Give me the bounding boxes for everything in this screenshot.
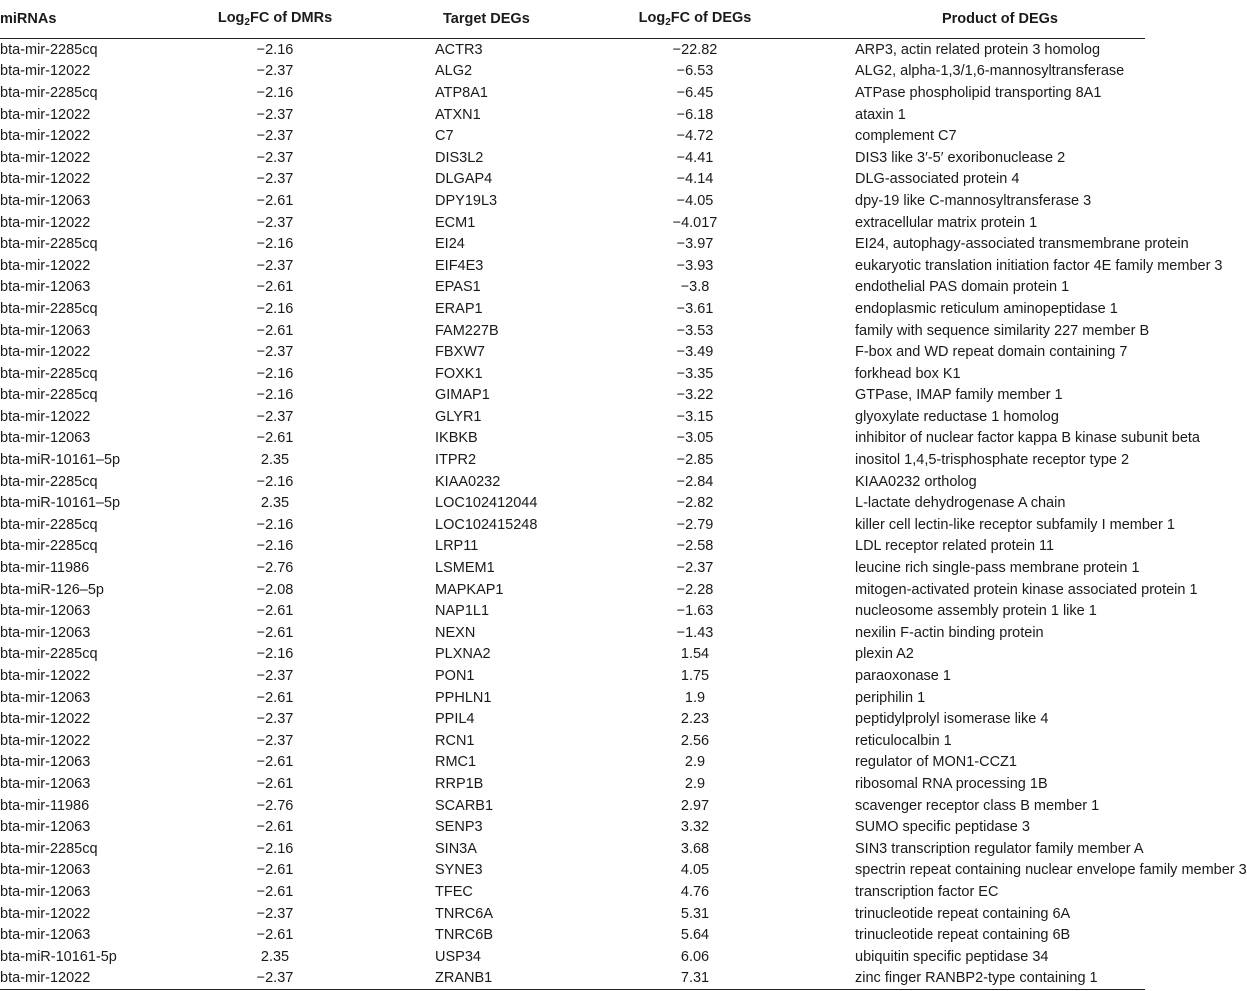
- table-row: [0, 579, 1145, 601]
- cell-log2fc-dmr: −2.37: [256, 408, 294, 425]
- cell-log2fc-dmr: −2.16: [256, 473, 294, 490]
- table-row: [0, 428, 1145, 450]
- cell-log2fc-deg: −2.28: [676, 581, 714, 598]
- cell-target-deg: ATP8A1: [435, 84, 488, 101]
- cell-target-deg: TNRC6A: [435, 905, 494, 922]
- table-row: [0, 147, 1145, 169]
- table-row: [0, 61, 1145, 83]
- cell-mirna: bta-mir-2285cq: [0, 84, 98, 101]
- cell-mirna: bta-mir-12063: [0, 689, 91, 706]
- table-row: [0, 255, 1145, 277]
- cell-mirna: bta-mir-12022: [0, 257, 91, 274]
- cell-mirna: bta-mir-12022: [0, 732, 91, 749]
- cell-target-deg: GIMAP1: [435, 387, 490, 404]
- cell-log2fc-deg: −3.8: [680, 279, 710, 296]
- cell-log2fc-dmr: −2.61: [256, 927, 294, 944]
- cell-target-deg: GLYR1: [435, 408, 482, 425]
- cell-target-deg: FAM227B: [435, 322, 499, 339]
- cell-product: scavenger receptor class B member 1: [855, 797, 1100, 814]
- table-row: [0, 924, 1145, 946]
- cell-log2fc-deg: 3.32: [680, 819, 710, 836]
- cell-product: ribosomal RNA processing 1B: [855, 775, 1048, 792]
- cell-log2fc-deg: 5.64: [680, 927, 710, 944]
- cell-log2fc-deg: −2.58: [676, 538, 714, 555]
- cell-mirna: bta-mir-2285cq: [0, 473, 98, 490]
- header-product-degs: Product of DEGs: [855, 0, 1145, 39]
- cell-product: zinc finger RANBP2-type containing 1: [855, 968, 1145, 990]
- cell-product: nexilin F-actin binding protein: [855, 624, 1044, 641]
- cell-target-deg: EPAS1: [435, 279, 481, 296]
- cell-product: complement C7: [855, 128, 957, 145]
- cell-target-deg: RCN1: [435, 732, 475, 749]
- cell-log2fc-deg: 1.54: [680, 646, 710, 663]
- cell-log2fc-dmr: −2.76: [256, 797, 294, 814]
- cell-mirna: bta-mir-12022: [0, 128, 91, 145]
- cell-log2fc-deg: 2.97: [680, 797, 710, 814]
- cell-log2fc-deg: −2.79: [676, 516, 714, 533]
- table-row: [0, 492, 1145, 514]
- cell-product: ATPase phospholipid transporting 8A1: [855, 84, 1102, 101]
- cell-mirna: bta-mir-2285cq: [0, 365, 98, 382]
- cell-target-deg: TNRC6B: [435, 927, 494, 944]
- cell-target-deg: IKBKB: [435, 430, 478, 447]
- cell-product: spectrin repeat containing nuclear envelope family member 3: [855, 862, 1247, 879]
- table-row: [0, 169, 1145, 191]
- cell-log2fc-dmr: −2.16: [256, 840, 294, 857]
- cell-log2fc-deg: −2.85: [676, 452, 714, 469]
- cell-product: endoplasmic reticulum aminopeptidase 1: [855, 300, 1118, 317]
- cell-target-deg: ECM1: [435, 214, 476, 231]
- cell-log2fc-dmr: −2.37: [256, 149, 294, 166]
- table-row: [0, 816, 1145, 838]
- table-row: [0, 514, 1145, 536]
- header-log2fc-dmrs: Log$_2$FC of DMRs: [175, 0, 435, 39]
- cell-target-deg: KIAA0232: [435, 473, 501, 490]
- cell-mirna: bta-mir-12063: [0, 322, 91, 339]
- cell-mirna: bta-mir-12022: [0, 171, 91, 188]
- table-row: [0, 860, 1145, 882]
- cell-target-deg: USP34: [435, 948, 481, 965]
- cell-mirna: bta-mir-12063: [0, 279, 91, 296]
- table-row: [0, 341, 1145, 363]
- cell-log2fc-dmr: −2.37: [256, 344, 294, 361]
- cell-mirna: bta-miR-10161-5p: [0, 948, 117, 965]
- cell-product: inositol 1,4,5-trisphosphate receptor type 2: [855, 452, 1130, 469]
- cell-product: dpy-19 like C-mannosyltransferase 3: [855, 192, 1092, 209]
- cell-mirna: bta-mir-2285cq: [0, 236, 98, 253]
- cell-log2fc-deg: −4.017: [672, 214, 718, 231]
- table-row: [0, 773, 1145, 795]
- cell-log2fc-deg: 2.23: [680, 711, 710, 728]
- cell-target-deg: PON1: [435, 668, 475, 685]
- cell-log2fc-deg: −4.41: [676, 149, 714, 166]
- cell-mirna: bta-mir-2285cq: [0, 387, 98, 404]
- cell-product: forkhead box K1: [855, 365, 961, 382]
- cell-mirna: bta-mir-2285cq: [0, 840, 98, 857]
- cell-mirna: bta-mir-12022: [0, 149, 91, 166]
- cell-log2fc-deg: 1.9: [684, 689, 706, 706]
- cell-log2fc-deg: −2.84: [676, 473, 714, 490]
- cell-mirna: bta-mir-11986: [0, 560, 90, 577]
- cell-log2fc-deg: −3.15: [676, 408, 714, 425]
- cell-log2fc-deg: 3.68: [680, 840, 710, 857]
- table-row: [0, 104, 1145, 126]
- cell-mirna: bta-mir-12022: [0, 344, 91, 361]
- table-row: [0, 471, 1145, 493]
- cell-mirna: bta-mir-12063: [0, 819, 91, 836]
- cell-mirna: bta-mir-11986: [0, 797, 90, 814]
- table-row: [0, 363, 1145, 385]
- cell-mirna: bta-mir-2285cq: [0, 516, 98, 533]
- header-log2fc-degs: Log$_2$FC of DEGs: [595, 0, 855, 39]
- cell-log2fc-dmr: −2.37: [175, 968, 435, 990]
- cell-target-deg: PLXNA2: [435, 646, 491, 663]
- cell-target-deg: MAPKAP1: [435, 581, 504, 598]
- cell-mirna: bta-mir-12063: [0, 624, 91, 641]
- cell-target-deg: ALG2: [435, 63, 473, 80]
- cell-mirna: bta-mir-12063: [0, 927, 91, 944]
- cell-log2fc-dmr: −2.61: [256, 754, 294, 771]
- table-row: [0, 752, 1145, 774]
- cell-product: F-box and WD repeat domain containing 7: [855, 344, 1128, 361]
- cell-product: reticulocalbin 1: [855, 732, 952, 749]
- table-row: [0, 795, 1145, 817]
- cell-log2fc-deg: 4.76: [680, 883, 710, 900]
- cell-product: inhibitor of nuclear factor kappa B kinase subunit beta: [855, 430, 1200, 447]
- cell-log2fc-dmr: −2.61: [256, 192, 294, 209]
- cell-log2fc-dmr: −2.37: [256, 905, 294, 922]
- cell-mirna: bta-mir-2285cq: [0, 41, 98, 58]
- cell-log2fc-dmr: −2.37: [256, 106, 294, 123]
- cell-log2fc-dmr: −2.37: [256, 214, 294, 231]
- table-row: [0, 968, 1145, 990]
- cell-log2fc-dmr: −2.16: [256, 300, 294, 317]
- cell-product: regulator of MON1-CCZ1: [855, 754, 1017, 771]
- cell-mirna: bta-mir-12063: [0, 603, 91, 620]
- cell-log2fc-dmr: −2.61: [256, 883, 294, 900]
- cell-target-deg: PPIL4: [435, 711, 475, 728]
- cell-log2fc-deg: −3.35: [676, 365, 714, 382]
- table-row: [0, 125, 1145, 147]
- table-row: [0, 298, 1145, 320]
- cell-product: trinucleotide repeat containing 6B: [855, 927, 1071, 944]
- cell-product: plexin A2: [855, 646, 914, 663]
- cell-log2fc-dmr: −2.37: [256, 128, 294, 145]
- table-header-row: [0, 0, 1145, 39]
- cell-log2fc-dmr: −2.37: [256, 171, 294, 188]
- cell-log2fc-deg: −3.53: [676, 322, 714, 339]
- table-row: [0, 190, 1145, 212]
- cell-log2fc-deg: −3.49: [676, 344, 714, 361]
- cell-log2fc-dmr: −2.61: [256, 689, 294, 706]
- cell-log2fc-dmr: −2.16: [256, 646, 294, 663]
- cell-log2fc-dmr: −2.16: [256, 365, 294, 382]
- cell-product: DLG-associated protein 4: [855, 171, 1020, 188]
- cell-product: KIAA0232 ortholog: [855, 473, 977, 490]
- cell-target-deg: LOC102412044: [435, 495, 538, 512]
- cell-log2fc-dmr: −2.61: [256, 819, 294, 836]
- cell-mirna: bta-mir-12063: [0, 430, 91, 447]
- cell-log2fc-deg: −3.93: [676, 257, 714, 274]
- table-row: [0, 82, 1145, 104]
- cell-mirna: bta-mir-2285cq: [0, 646, 98, 663]
- cell-log2fc-dmr: −2.16: [256, 516, 294, 533]
- cell-log2fc-dmr: −2.61: [256, 430, 294, 447]
- cell-mirna: bta-mir-12022: [0, 408, 91, 425]
- cell-log2fc-dmr: −2.37: [256, 711, 294, 728]
- cell-log2fc-deg: −3.05: [676, 430, 714, 447]
- cell-target-deg: LSMEM1: [435, 560, 495, 577]
- cell-product: periphilin 1: [855, 689, 926, 706]
- cell-log2fc-deg: 2.9: [684, 775, 706, 792]
- cell-product: EI24, autophagy-associated transmembrane protein: [855, 236, 1189, 253]
- cell-mirna: bta-mir-2285cq: [0, 538, 98, 555]
- cell-target-deg: NEXN: [435, 624, 476, 641]
- cell-target-deg: DLGAP4: [435, 171, 493, 188]
- cell-mirna: bta-miR-10161–5p: [0, 495, 121, 512]
- cell-product: ALG2, alpha-1,3/1,6-mannosyltransferase: [855, 63, 1125, 80]
- cell-mirna: bta-mir-12022: [0, 63, 91, 80]
- cell-product: DIS3 like 3′-5′ exoribonuclease 2: [855, 149, 1066, 166]
- cell-log2fc-dmr: −2.37: [256, 63, 294, 80]
- table-body: [0, 39, 1247, 990]
- cell-mirna: bta-mir-12022: [0, 711, 91, 728]
- cell-log2fc-deg: −4.72: [676, 128, 714, 145]
- cell-mirna: bta-mir-12022: [0, 214, 91, 231]
- cell-mirna: bta-mir-12063: [0, 192, 91, 209]
- cell-log2fc-dmr: −2.16: [256, 236, 294, 253]
- table-row: [0, 233, 1145, 255]
- cell-target-deg: ITPR2: [435, 452, 477, 469]
- cell-target-deg: DIS3L2: [435, 149, 484, 166]
- cell-mirna: bta-mir-12022: [0, 668, 91, 685]
- cell-log2fc-deg: −2.37: [676, 560, 714, 577]
- cell-log2fc-dmr: −2.61: [256, 279, 294, 296]
- cell-log2fc-deg: 6.06: [680, 948, 710, 965]
- header-mirnas: miRNAs: [0, 0, 175, 39]
- cell-target-deg: SCARB1: [435, 797, 494, 814]
- cell-product: ataxin 1: [855, 106, 906, 123]
- cell-product: SUMO specific peptidase 3: [855, 819, 1030, 836]
- header-target-degs: Target DEGs: [435, 0, 595, 39]
- cell-log2fc-dmr: −2.61: [256, 624, 294, 641]
- cell-product: ubiquitin specific peptidase 34: [855, 948, 1049, 965]
- cell-log2fc-dmr: −2.61: [256, 322, 294, 339]
- cell-log2fc-dmr: −2.37: [256, 257, 294, 274]
- cell-target-deg: SIN3A: [435, 840, 477, 857]
- cell-log2fc-dmr: −2.61: [256, 862, 294, 879]
- cell-log2fc-dmr: −2.16: [256, 387, 294, 404]
- cell-log2fc-dmr: −2.37: [256, 732, 294, 749]
- cell-log2fc-dmr: −2.61: [256, 775, 294, 792]
- cell-target-deg: ZRANB1: [435, 968, 595, 990]
- cell-log2fc-dmr: −2.16: [256, 84, 294, 101]
- cell-mirna: bta-miR-126–5p: [0, 581, 104, 598]
- cell-mirna: bta-mir-12063: [0, 754, 91, 771]
- table-row: [0, 946, 1145, 968]
- cell-log2fc-deg: −22.82: [672, 41, 718, 58]
- cell-target-deg: SYNE3: [435, 862, 483, 879]
- cell-log2fc-deg: 5.31: [680, 905, 710, 922]
- cell-log2fc-dmr: 2.35: [260, 948, 290, 965]
- cell-product: SIN3 transcription regulator family member A: [855, 840, 1144, 857]
- cell-log2fc-deg: −6.53: [676, 63, 714, 80]
- cell-product: L-lactate dehydrogenase A chain: [855, 495, 1066, 512]
- cell-log2fc-dmr: −2.61: [256, 603, 294, 620]
- cell-log2fc-deg: 7.31: [595, 968, 855, 990]
- cell-log2fc-deg: −1.43: [676, 624, 714, 641]
- cell-log2fc-deg: 2.9: [684, 754, 706, 771]
- cell-log2fc-dmr: −2.37: [256, 668, 294, 685]
- cell-target-deg: NAP1L1: [435, 603, 490, 620]
- cell-product: mitogen-activated protein kinase associated protein 1: [855, 581, 1198, 598]
- cell-log2fc-dmr: 2.35: [260, 495, 290, 512]
- cell-mirna: bta-miR-10161–5p: [0, 452, 121, 469]
- table-row: [0, 903, 1145, 925]
- cell-log2fc-deg: −3.61: [676, 300, 714, 317]
- cell-mirna: bta-mir-12022: [0, 968, 175, 990]
- table-row: [0, 320, 1145, 342]
- cell-target-deg: ATXN1: [435, 106, 481, 123]
- cell-log2fc-deg: −3.97: [676, 236, 714, 253]
- cell-product: peptidylprolyl isomerase like 4: [855, 711, 1049, 728]
- cell-log2fc-dmr: 2.35: [260, 452, 290, 469]
- cell-log2fc-dmr: −2.16: [256, 538, 294, 555]
- cell-product: leucine rich single-pass membrane protein 1: [855, 560, 1140, 577]
- cell-product: family with sequence similarity 227 member B: [855, 322, 1150, 339]
- cell-product: extracellular matrix protein 1: [855, 214, 1038, 231]
- cell-target-deg: LRP11: [435, 538, 479, 555]
- table-row: [0, 557, 1145, 579]
- cell-log2fc-dmr: −2.08: [256, 581, 294, 598]
- cell-target-deg: RMC1: [435, 754, 477, 771]
- table-row: [0, 644, 1145, 666]
- cell-product: transcription factor EC: [855, 883, 999, 900]
- cell-log2fc-deg: 4.05: [680, 862, 710, 879]
- cell-log2fc-deg: −1.63: [676, 603, 714, 620]
- cell-product: paraoxonase 1: [855, 668, 951, 685]
- table-row: [0, 385, 1145, 407]
- cell-log2fc-deg: −4.14: [676, 171, 714, 188]
- cell-target-deg: FOXK1: [435, 365, 483, 382]
- cell-target-deg: ACTR3: [435, 41, 483, 58]
- cell-product: ARP3, actin related protein 3 homolog: [855, 41, 1101, 58]
- cell-log2fc-deg: −6.18: [676, 106, 714, 123]
- table-row: [0, 687, 1145, 709]
- cell-target-deg: EIF4E3: [435, 257, 484, 274]
- cell-target-deg: TFEC: [435, 883, 473, 900]
- cell-target-deg: DPY19L3: [435, 192, 498, 209]
- table-row: [0, 212, 1145, 234]
- cell-log2fc-deg: −4.05: [676, 192, 714, 209]
- table-row: [0, 39, 1145, 61]
- cell-target-deg: EI24: [435, 236, 465, 253]
- cell-target-deg: ERAP1: [435, 300, 483, 317]
- table-row: [0, 708, 1145, 730]
- cell-product: GTPase, IMAP family member 1: [855, 387, 1063, 404]
- cell-log2fc-deg: 1.75: [680, 668, 710, 685]
- cell-product: trinucleotide repeat containing 6A: [855, 905, 1071, 922]
- table-row: [0, 665, 1145, 687]
- cell-log2fc-dmr: −2.16: [256, 41, 294, 58]
- cell-target-deg: FBXW7: [435, 344, 485, 361]
- cell-mirna: bta-mir-12063: [0, 862, 91, 879]
- table-row: [0, 622, 1145, 644]
- cell-product: glyoxylate reductase 1 homolog: [855, 408, 1059, 425]
- cell-mirna: bta-mir-12063: [0, 775, 91, 792]
- cell-product: eukaryotic translation initiation factor 4E family member 3: [855, 257, 1223, 274]
- cell-product: endothelial PAS domain protein 1: [855, 279, 1070, 296]
- cell-target-deg: PPHLN1: [435, 689, 492, 706]
- table-row: [0, 277, 1145, 299]
- table-row: [0, 406, 1145, 428]
- cell-log2fc-deg: 2.56: [680, 732, 710, 749]
- table-row: [0, 730, 1145, 752]
- table-row: [0, 449, 1145, 471]
- table-row: [0, 881, 1145, 903]
- cell-mirna: bta-mir-12022: [0, 106, 91, 123]
- cell-mirna: bta-mir-2285cq: [0, 300, 98, 317]
- cell-mirna: bta-mir-12063: [0, 883, 91, 900]
- cell-target-deg: LOC102415248: [435, 516, 538, 533]
- cell-mirna: bta-mir-12022: [0, 905, 91, 922]
- cell-target-deg: C7: [435, 128, 454, 145]
- cell-target-deg: RRP1B: [435, 775, 484, 792]
- cell-target-deg: SENP3: [435, 819, 483, 836]
- cell-product: nucleosome assembly protein 1 like 1: [855, 603, 1097, 620]
- table-row: [0, 838, 1145, 860]
- table-row: [0, 536, 1145, 558]
- cell-log2fc-deg: −3.22: [676, 387, 714, 404]
- cell-log2fc-deg: −6.45: [676, 84, 714, 101]
- cell-log2fc-deg: −2.82: [676, 495, 714, 512]
- cell-log2fc-dmr: −2.76: [256, 560, 294, 577]
- cell-product: killer cell lectin-like receptor subfamily I member 1: [855, 516, 1175, 533]
- table-row: [0, 600, 1145, 622]
- cell-product: LDL receptor related protein 11: [855, 538, 1055, 555]
